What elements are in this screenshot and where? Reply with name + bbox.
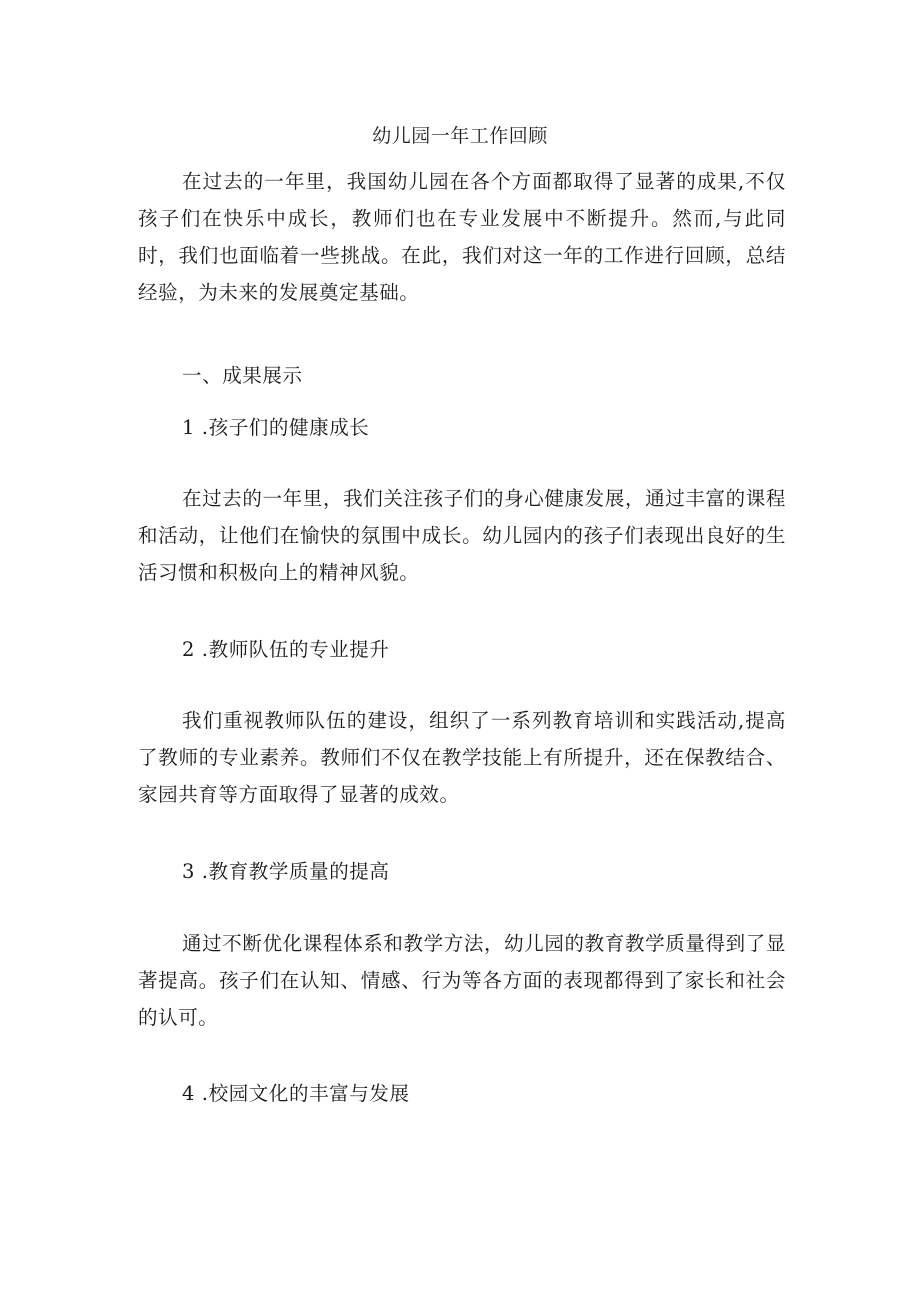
item-2-paragraph: 我们重视教师队伍的建设，组织了一系列教育培训和实践活动,提高了教师的专业素养。教师们不仅在教学技能上有所提升，还在保教结合、家园共育等方面取得了显著的成效。 bbox=[138, 709, 786, 806]
item-3-paragraph: 通过不断优化课程体系和教学方法，幼儿园的教育教学质量得到了显著提高。孩子们在认知、情感、行为等各方面的表现都得到了家长和社会的认可。 bbox=[138, 932, 786, 1029]
item-1-paragraph: 在过去的一年里，我们关注孩子们的身心健康发展，通过丰富的课程和活动，让他们在愉快的氛围中成长。幼儿园内的孩子们表现出良好的生活习惯和积极向上的精神风貌。 bbox=[138, 487, 786, 584]
intro-paragraph: 在过去的一年里，我国幼儿园在各个方面都取得了显著的成果,不仅孩子们在快乐中成长，教师们也在专业发展中不断提升。然而,与此同时，我们也面临着一些挑战。在此，我们对这一年的工作进行回顾，总结经验，为未来的发展奠定基础。 bbox=[138, 170, 786, 304]
item-1-heading: 1 .孩子们的健康成长 bbox=[182, 416, 370, 439]
document-title: 幼儿园一年工作回顾 bbox=[372, 125, 548, 147]
section-heading-achievements: 一、成果展示 bbox=[182, 364, 303, 387]
item-2-heading: 2 .教师队伍的专业提升 bbox=[182, 638, 390, 661]
item-3-heading: 3 .教育教学质量的提高 bbox=[182, 860, 390, 883]
item-4-heading: 4 .校园文化的丰富与发展 bbox=[182, 1082, 410, 1105]
